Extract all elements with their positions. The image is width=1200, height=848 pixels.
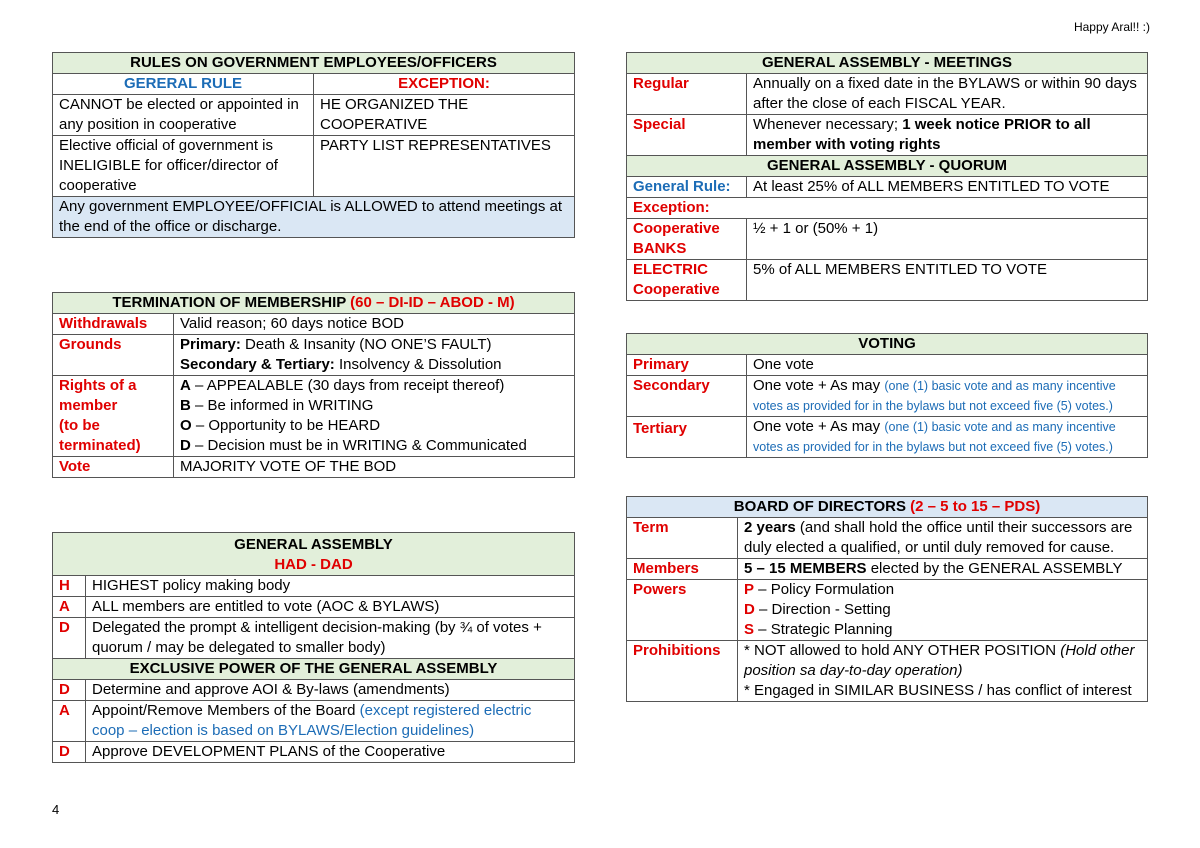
- primary-value: One vote: [747, 355, 1148, 376]
- prohibitions-label: Prohibitions: [627, 641, 738, 702]
- special-label: Special: [627, 115, 747, 156]
- ga-letter: A: [53, 597, 86, 618]
- ga-letter: D: [53, 742, 86, 763]
- ga-title-cell: [53, 533, 575, 576]
- coop-banks-value: ½ + 1 or (50% + 1): [747, 219, 1148, 260]
- bod-title-mnemonic: (2 – 5 to 15 – PDS): [910, 498, 1041, 515]
- ga-text: HIGHEST policy making body: [86, 576, 575, 597]
- grounds-secondary-label: Secondary & Tertiary:: [180, 356, 335, 373]
- rights-list: [174, 376, 575, 457]
- term-value: 2 years (and shall hold the office until their successors are duly elected a qualified, or until duly removed for cause.: [738, 518, 1148, 559]
- coop-banks-label: Cooperative BANKS: [627, 219, 747, 260]
- termination-table: [52, 292, 575, 478]
- ga-text: Determine and approve AOI & By-laws (amendments): [86, 680, 575, 701]
- gov-r2c1: Elective official of government is INELIGIBLE for officer/director of cooperative: [53, 136, 314, 197]
- special-value: Whenever necessary; 1 week notice PRIOR to all member with voting rights: [747, 115, 1148, 156]
- term-title-text: TERMINATION OF MEMBERSHIP: [112, 294, 351, 311]
- rights-item: B – Be informed in WRITING: [180, 397, 374, 414]
- members-label: Members: [627, 559, 738, 580]
- regular-value: Annually on a fixed date in the BYLAWS or within 90 days after the close of each FISCAL YEAR.: [747, 74, 1148, 115]
- grounds-primary: Death & Insanity (NO ONE’S FAULT): [240, 336, 492, 353]
- gov-rules-table: [52, 52, 575, 238]
- powers-label: Powers: [627, 580, 738, 641]
- powers-item: D – Direction - Setting: [744, 601, 891, 618]
- ga-letter: D: [53, 618, 86, 659]
- rights-item: O – Opportunity to be HEARD: [180, 417, 381, 434]
- gov-r1c1: CANNOT be elected or appointed in any position in cooperative: [53, 95, 314, 136]
- meetings-table: [626, 52, 1148, 301]
- gov-col-exception: EXCEPTION:: [314, 74, 575, 95]
- gov-r1c2: HE ORGANIZED THE COOPERATIVE: [314, 95, 575, 136]
- primary-label: Primary: [627, 355, 747, 376]
- electric-coop-value: 5% of ALL MEMBERS ENTITLED TO VOTE: [747, 260, 1148, 301]
- rights-label-3: (to be: [59, 417, 100, 434]
- members-value: 5 – 15 MEMBERS elected by the GENERAL ASSEMBLY: [738, 559, 1148, 580]
- ga-text: Appoint/Remove Members of the Board (except registered electric coop – election is based on BYLAWS/Election guidelines): [86, 701, 575, 742]
- gov-col-general: GERERAL RULE: [53, 74, 314, 95]
- ga-letter: A: [53, 701, 86, 742]
- gov-title: RULES ON GOVERNMENT EMPLOYEES/OFFICERS: [53, 53, 575, 74]
- rights-label-1: Rights of a: [59, 377, 137, 394]
- board-of-directors-table: [626, 496, 1148, 702]
- powers-item: P – Policy Formulation: [744, 581, 895, 598]
- grounds-value: [174, 335, 575, 376]
- withdrawals-label: Withdrawals: [53, 314, 174, 335]
- term-title-mnemonic: (60 – DI-ID – ABOD - M): [350, 294, 515, 311]
- exception-label: Exception:: [627, 198, 1148, 219]
- ga-letter: H: [53, 576, 86, 597]
- rights-label-4: terminated): [59, 437, 141, 454]
- ga-text: ALL members are entitled to vote (AOC & BYLAWS): [86, 597, 575, 618]
- vote-value: MAJORITY VOTE OF THE BOD: [174, 457, 575, 478]
- secondary-note: (one (1) basic vote and as many incentive votes as provided for in the bylaws but not exceed five (5) votes.): [753, 379, 1116, 413]
- powers-item: S – Strategic Planning: [744, 621, 893, 638]
- page-header: Happy Aral!! :): [1073, 20, 1150, 34]
- rights-item: D – Decision must be in WRITING & Communicated: [180, 437, 527, 454]
- page-number: 4: [52, 802, 60, 817]
- general-rule-value: At least 25% of ALL MEMBERS ENTITLED TO VOTE: [747, 177, 1148, 198]
- grounds-label: Grounds: [53, 335, 174, 376]
- tertiary-note: (one (1) basic vote and as many incentive votes as provided for in the bylaws but not exceed five (5) votes.): [753, 420, 1116, 454]
- grounds-secondary: Insolvency & Dissolution: [334, 356, 502, 373]
- general-assembly-table: [52, 532, 575, 763]
- quorum-title: GENERAL ASSEMBLY - QUORUM: [627, 156, 1148, 177]
- rights-label: [53, 376, 174, 457]
- ga-exclusive-title: EXCLUSIVE POWER OF THE GENERAL ASSEMBLY: [53, 659, 575, 680]
- ga-letter: D: [53, 680, 86, 701]
- bod-title: [627, 497, 1148, 518]
- voting-title: VOTING: [627, 334, 1148, 355]
- powers-list: [738, 580, 1148, 641]
- secondary-value: One vote + As may (one (1) basic vote and as many incentive votes as provided for in the bylaws but not exceed five (5) votes.): [747, 376, 1148, 417]
- withdrawals-value: Valid reason; 60 days notice BOD: [174, 314, 575, 335]
- tertiary-value: One vote + As may (one (1) basic vote and as many incentive votes as provided for in the bylaws but not exceed five (5) votes.): [747, 417, 1148, 458]
- voting-table: [626, 333, 1148, 458]
- gov-note: Any government EMPLOYEE/OFFICIAL is ALLOWED to attend meetings at the end of the office or discharge.: [53, 197, 575, 238]
- bod-title-text: BOARD OF DIRECTORS: [733, 498, 911, 515]
- ga-exception-note: (except registered electric coop – election is based on BYLAWS/Election guidelines): [92, 702, 532, 739]
- regular-label: Regular: [627, 74, 747, 115]
- term-label: Term: [627, 518, 738, 559]
- gov-r2c2: PARTY LIST REPRESENTATIVES: [314, 136, 575, 197]
- ga-title: GENERAL ASSEMBLY: [234, 536, 393, 553]
- grounds-primary-label: Primary:: [180, 336, 241, 353]
- term-title: [53, 293, 575, 314]
- prohibitions-value: * NOT allowed to hold ANY OTHER POSITION (Hold other position sa day-to-day operation) * Engaged in SIMILAR BUSINESS / has conflict of interest: [738, 641, 1148, 702]
- ga-text: Delegated the prompt & intelligent decision-making (by ¾ of votes + quorum / may be delegated to smaller body): [86, 618, 575, 659]
- tertiary-label: Tertiary: [627, 417, 747, 458]
- ga-subtitle: HAD - DAD: [274, 556, 353, 573]
- meetings-title: GENERAL ASSEMBLY - MEETINGS: [627, 53, 1148, 74]
- secondary-label: Secondary: [627, 376, 747, 417]
- general-rule-label: General Rule:: [627, 177, 747, 198]
- ga-text: Approve DEVELOPMENT PLANS of the Cooperative: [86, 742, 575, 763]
- vote-label: Vote: [53, 457, 174, 478]
- rights-label-2: member: [59, 397, 118, 414]
- electric-coop-label: ELECTRIC Cooperative: [627, 260, 747, 301]
- rights-item: A – APPEALABLE (30 days from receipt thereof): [180, 377, 505, 394]
